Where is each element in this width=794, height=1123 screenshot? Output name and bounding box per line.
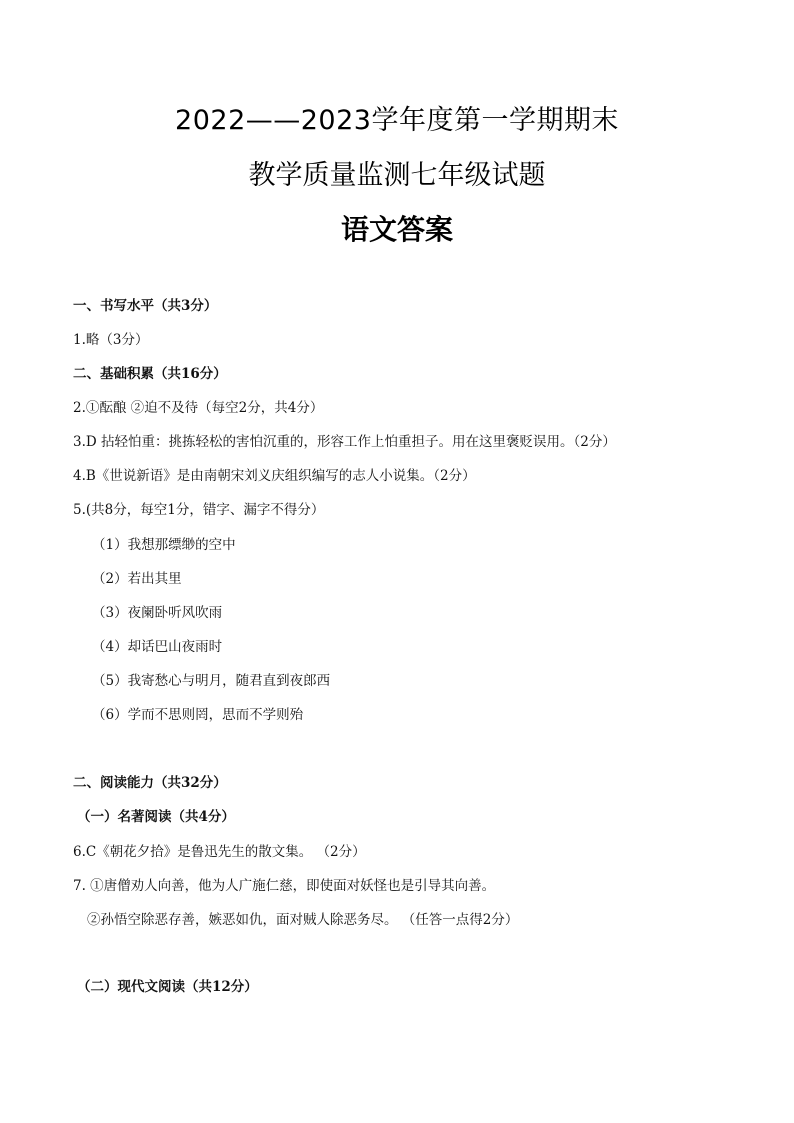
answer-q2: 2.①酝酿 ②迫不及待（每空2分，共4分） [73, 400, 324, 416]
section-3-heading: 二、阅读能力（共32分） [73, 775, 227, 791]
document-title-line3: 语文答案 [340, 213, 453, 246]
document-title-line2: 教学质量监测七年级试题 [248, 160, 546, 191]
answer-q3: 3.D 拈轻怕重：挑拣轻松的害怕沉重的，形容工作上怕重担子。用在这里褒贬误用。（2分） [73, 434, 616, 450]
q5-item-5: （5）我寄愁心与明月，随君直到夜郎西 [92, 673, 331, 689]
q5-item-3: （3）夜阑卧听风吹雨 [92, 605, 223, 621]
q5-item-2: （2）若出其里 [92, 571, 182, 587]
answer-q5: 5.(共8分，每空1分，错字、漏字不得分） [73, 502, 325, 518]
answer-q1: 1.略（3分） [73, 332, 149, 348]
document-title-line1: 2022——2023学年度第一学期期末 [175, 105, 619, 136]
answer-q7-line2: ②孙悟空除恶存善，嫉恶如仇，面对贼人除恶务尽。 （任答一点得2分） [87, 912, 519, 928]
answer-q4: 4.B《世说新语》是由南朝宋刘义庆组织编写的志人小说集。（2分） [73, 468, 476, 484]
answer-q6: 6.C《朝花夕拾》是鲁迅先生的散文集。 （2分） [73, 844, 366, 860]
q5-item-6: （6）学而不思则罔，思而不学则殆 [92, 707, 304, 723]
section-3a-heading: （一）名著阅读（共4分） [77, 809, 235, 825]
answer-q7-line1: 7. ①唐僧劝人向善，他为人广施仁慈，即使面对妖怪也是引导其向善。 [73, 878, 496, 894]
section-1-heading: 一、书写水平（共3分） [73, 298, 218, 314]
q5-item-4: （4）却话巴山夜雨时 [92, 639, 223, 655]
section-2-heading: 二、基础积累（共16分） [73, 366, 227, 382]
section-3b-heading: （二）现代文阅读（共12分） [77, 979, 258, 995]
q5-item-1: （1）我想那缥缈的空中 [92, 537, 236, 553]
